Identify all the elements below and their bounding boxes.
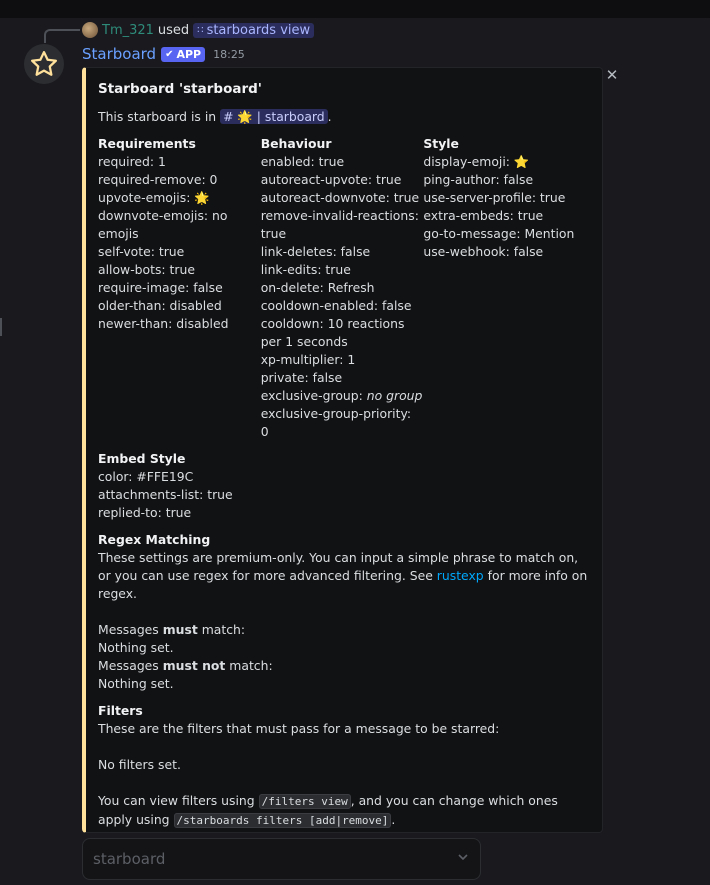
app-badge (161, 47, 205, 62)
command-reply-context[interactable] (82, 21, 314, 39)
user-avatar[interactable] (82, 22, 98, 38)
regex-title: Regex Matching (98, 532, 211, 547)
command-name: starboards view (206, 22, 311, 38)
embed-style-field: Embed Style color: #FFE19C attachments-list: true replied-to: true (98, 450, 590, 522)
filters-field: Filters These are the filters that must pass for a message to be starred: No filters set. You can view filters using /filters view , and you can change which ones apply using /starboards filters [add|remove] . (98, 702, 590, 830)
must-not-match-value: Nothing set. (98, 676, 174, 691)
message-header (82, 44, 245, 64)
chevron-down-icon (456, 850, 470, 868)
requirements-title: Requirements (98, 136, 196, 151)
reply-username[interactable]: Tm_321 (102, 22, 154, 38)
starboard-embed (82, 67, 603, 833)
filters-title: Filters (98, 703, 143, 718)
behaviour-title: Behaviour (260, 136, 332, 151)
embed-style-title: Embed Style (98, 451, 186, 466)
filters-help: You can view filters using /filters view , and you can change which ones apply using /starboards filters [add|remove] . (98, 793, 558, 827)
reply-connector (44, 29, 80, 43)
bot-username[interactable]: Starboard (82, 45, 157, 63)
reply-used-text: used (157, 22, 190, 38)
style-title: Style (423, 136, 459, 151)
starboard-select[interactable] (82, 838, 481, 880)
display-emoji-line: display-emoji: ⭐ (423, 154, 530, 169)
app-badge-label: APP (176, 47, 202, 61)
exclusive-group-line: exclusive-group: no group (260, 388, 423, 403)
must-match-value: Nothing set. (98, 640, 174, 655)
star-emoji-icon: ⭐ (513, 154, 530, 169)
style-field: Style display-emoji: ⭐ ping-author: false use-server-profile: true extra-embeds: true go-to-message: Mention use-webhook: false (423, 135, 590, 441)
select-value: starboard (93, 850, 166, 868)
channel-mention[interactable]: # 🌟 | starboard (220, 109, 328, 124)
filters-view-command[interactable]: /filters view (259, 794, 351, 809)
rustexp-link[interactable]: rustexp (436, 568, 484, 583)
settings-columns (98, 135, 590, 441)
must-match-label: Messages must match: (98, 622, 246, 637)
embed-intro: This starboard is in # 🌟 | starboard . (98, 109, 332, 124)
bot-avatar[interactable] (24, 44, 64, 84)
star-outline-icon (29, 49, 59, 79)
embed-title: Starboard 'starboard' (98, 81, 262, 97)
verified-check-icon: ✔ (165, 48, 174, 60)
must-not-match-label: Messages must not match: (98, 658, 273, 673)
starboards-filters-command[interactable]: /starboards filters [add|remove] (174, 813, 392, 828)
slash-command-icon: ∷ (197, 24, 204, 36)
command-mention[interactable] (193, 23, 314, 38)
message-timestamp[interactable]: 18:25 (213, 47, 245, 61)
close-icon[interactable]: ✕ (605, 66, 619, 84)
regex-field (98, 531, 590, 693)
top-strip (0, 0, 710, 18)
behaviour-field: Behaviour enabled: true autoreact-upvote: true autoreact-downvote: true remove-invalid-reactions: true link-deletes: false link-edits: true on-delete: Refresh cooldown-enabled: false cooldown: 10 reactions per 1 seconds xp-multiplier: 1 private: false exclusive-group: no group exclusive-group-priority: 0 (260, 136, 423, 439)
regex-description: These settings are premium-only. You can input a simple phrase to match on, or you can use regex for more advanced filtering. See rustexp for more info on regex. (98, 550, 588, 601)
requirements-field: Requirements required: 1 required-remove: 0 upvote-emojis: 🌟 downvote-emojis: no emojis self-vote: true allow-bots: true require-image: false older-than: disabled newer-than: disabled (98, 135, 261, 441)
left-edge-marker (0, 318, 2, 336)
